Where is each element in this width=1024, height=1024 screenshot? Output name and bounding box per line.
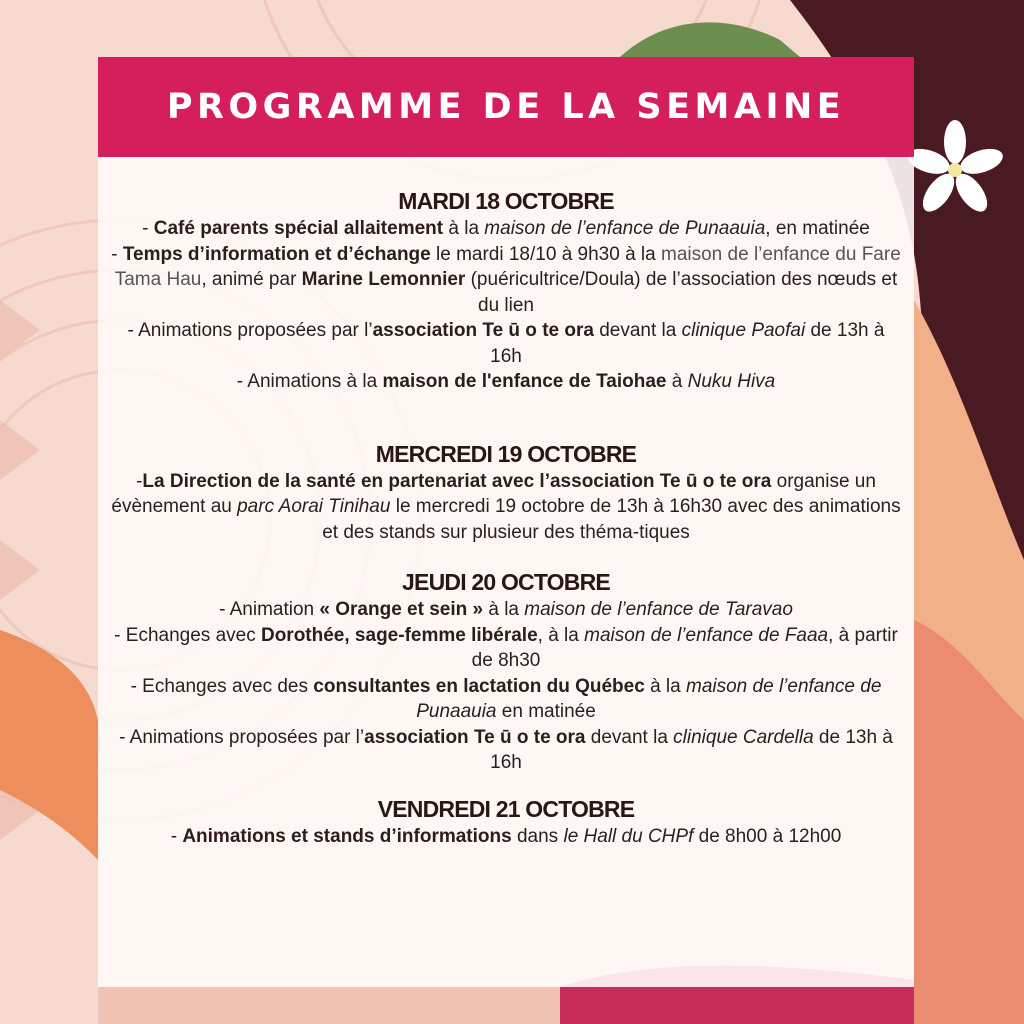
event-item: - Café parents spécial allaitement à la maison de l’enfance de Punaauia, en matinée <box>142 218 870 239</box>
title-banner <box>98 57 914 157</box>
day-title-friday: VENDREDI 21 OCTOBRE <box>377 795 635 822</box>
day-title-thursday: JEUDI 20 OCTOBRE <box>402 569 610 595</box>
event-item: - Animations proposées par l’association Te ū o te ora devant la clinique Cardella de 13h à 16h <box>119 726 893 773</box>
event-item: - Animations et stands d’informations dans le Hall du CHPf de 8h00 à 12h00 <box>170 825 842 847</box>
event-item: - Echanges avec des consultantes en lactation du Québec à la maison de l’enfance de Punaauia en matinée <box>130 675 882 722</box>
event-item: - Echanges avec Dorothée, sage-femme libérale, à la maison de l’enfance de Faaa, à partir de 8h30 <box>114 624 898 671</box>
event-item: - Animations à la maison de l'enfance de Taiohae à Nuku Hiva <box>236 371 776 392</box>
program-content <box>110 186 902 849</box>
page-title: PROGRAMME DE LA SEMAINE <box>166 87 846 127</box>
day-title-wednesday: MERCREDI 19 OCTOBRE <box>375 440 637 467</box>
event-item: -La Direction de la santé en partenariat avec l’association Te ū o te ora organise un évènement au parc Aorai Tinihau le mercredi 19 octobre de 13h à 16h30 avec des animations et des stands sur plusieur des théma-tiques <box>111 470 901 543</box>
event-item: - Animations proposées par l’association Te ū o te ora devant la clinique Paofai de 13h à 16h <box>127 320 885 367</box>
day-title-tuesday: MARDI 18 OCTOBRE <box>398 188 614 214</box>
event-item: - Temps d’information et d’échange le mardi 18/10 à 9h30 à la maison de l’enfance du Fare Tama Hau, animé par Marine Lemonnier (puéricultrice/Doula) de l’association des nœuds et du lien <box>111 243 901 316</box>
event-item: - Animation « Orange et sein » à la maison de l’enfance de Taravao <box>219 599 793 620</box>
